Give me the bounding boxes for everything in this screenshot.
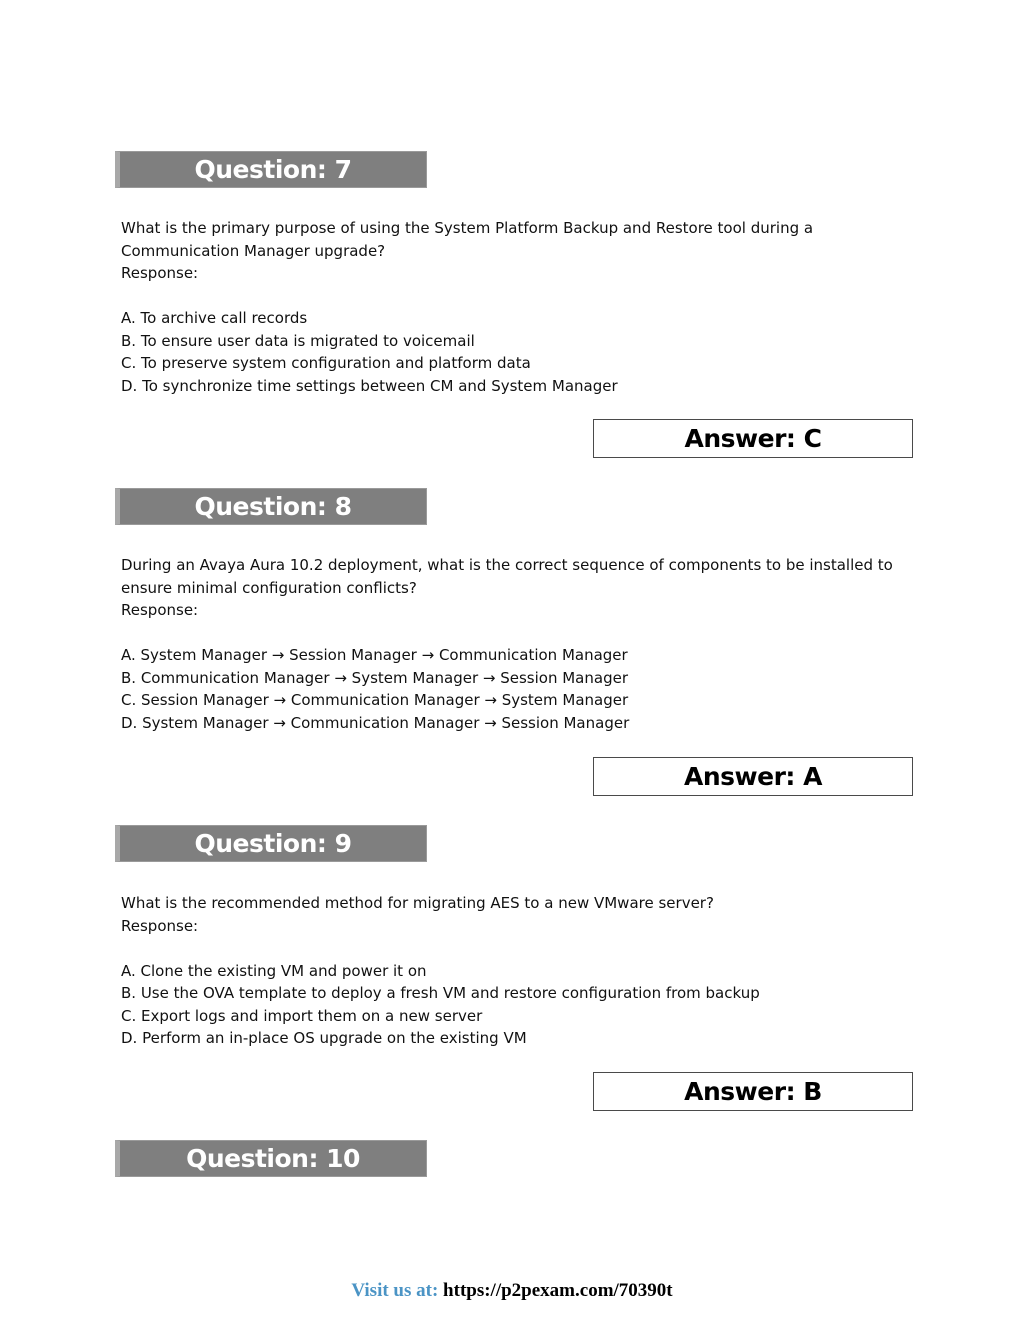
question-8-option-a: A. System Manager → Session Manager → Communication Manager [121, 646, 628, 664]
footer [0, 1280, 1024, 1302]
question-8-option-d: D. System Manager → Communication Manager → Session Manager [121, 713, 630, 732]
question-9-option-d: D. Perform an in-place OS upgrade on the existing VM [121, 1029, 527, 1047]
question-7-option-d: D. To synchronize time settings between CM and System Manager [121, 376, 618, 395]
question-9-header: Question: 9 [115, 825, 427, 862]
question-8-text: During an Avaya Aura 10.2 deployment, what is the correct sequence of components to be installed to ensure minimal configuration conflicts? [121, 556, 893, 597]
question-7-text: What is the primary purpose of using the System Platform Backup and Restore tool during a Communication Manager upgrade? [121, 219, 814, 260]
question-9-option-a: A. Clone the existing VM and power it on [121, 961, 427, 980]
question-7-header: Question: 7 [115, 151, 427, 188]
question-10-header: Question: 10 [115, 1140, 427, 1177]
question-8-answer: Answer: A [593, 757, 913, 796]
footer-url-link[interactable]: https://p2pexam.com/70390t [443, 1280, 673, 1301]
question-7-response-label: Response: [121, 264, 199, 282]
question-8-body [121, 554, 921, 734]
question-7-option-b: B. To ensure user data is migrated to voicemail [121, 331, 475, 350]
question-8-option-c: C. Session Manager → Communication Manager → System Manager [121, 691, 629, 709]
question-8-option-b: B. Communication Manager → System Manager → Session Manager [121, 668, 628, 687]
question-9-answer: Answer: B [593, 1072, 913, 1111]
question-7-body [121, 217, 921, 397]
question-9-body [121, 892, 921, 1050]
footer-visit-label: Visit us at: [351, 1280, 439, 1301]
question-7-option-a: A. To archive call records [121, 309, 308, 327]
question-7-option-c: C. To preserve system configuration and platform data [121, 354, 531, 372]
question-9-response-label: Response: [121, 916, 199, 935]
question-9-option-b: B. Use the OVA template to deploy a fresh VM and restore configuration from backup [121, 984, 760, 1002]
question-9-text: What is the recommended method for migrating AES to a new VMware server? [121, 894, 714, 912]
question-8-response-label: Response: [121, 601, 199, 619]
question-9-option-c: C. Export logs and import them on a new server [121, 1006, 483, 1025]
question-7-answer: Answer: C [593, 419, 913, 458]
question-8-header: Question: 8 [115, 488, 427, 525]
